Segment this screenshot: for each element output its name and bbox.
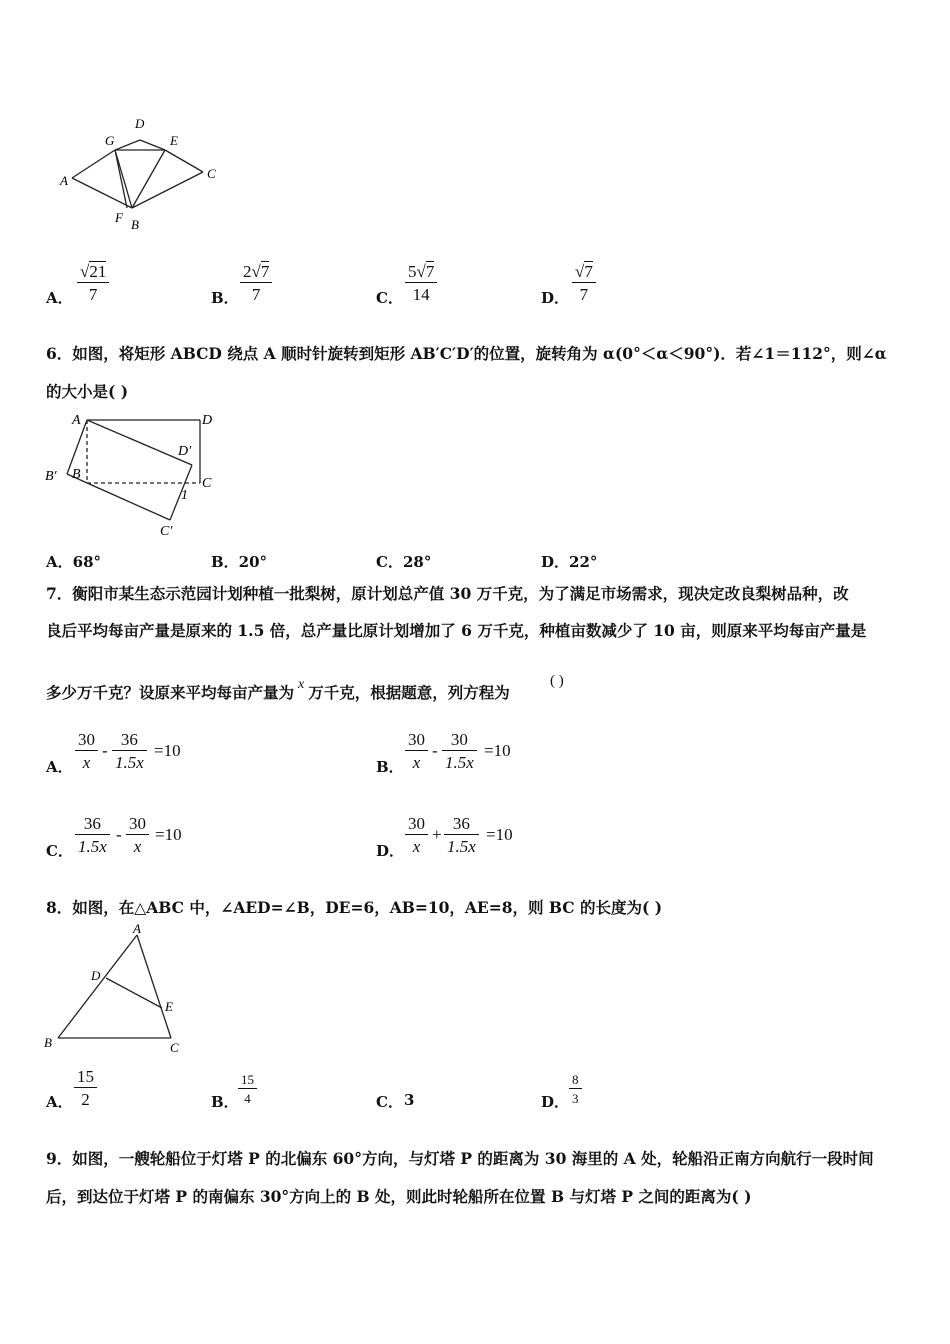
q7-d-n2: 36 (452, 814, 470, 833)
q6-label-B: B (72, 467, 81, 482)
q5-label-F: F (115, 210, 123, 225)
q5-d-den: 7 (572, 282, 596, 305)
q7-c-letter: C． (46, 842, 73, 860)
q7-c-d1: 1.5x (75, 834, 110, 857)
q8-d-fraction (569, 1072, 582, 1107)
q6-option-d[interactable]: D．22° (541, 553, 598, 571)
q7-stem-line3a: 多少万千克？设原来平均每亩产量为 (46, 683, 295, 702)
q7-stem-line3b: 万千克，根据题意，列方程为 (308, 683, 510, 702)
sqrt-icon: √ (251, 262, 261, 281)
q6-option-c[interactable]: C．28° (376, 553, 432, 571)
q5-a-den: 7 (77, 282, 109, 305)
q5-option-a-fraction (77, 262, 109, 305)
q7-a-letter: A． (46, 758, 73, 776)
q7-d-frac1 (405, 814, 428, 857)
q6-label-C: C (202, 476, 212, 491)
q8-c-value: 3 (404, 1091, 415, 1109)
q5-option-a-letter: A． (46, 289, 73, 307)
q8-c-letter: C． (376, 1093, 403, 1111)
q7-a-d2: 1.5x (112, 750, 147, 773)
q5-c-num: 7 (425, 262, 435, 281)
q7-b-n2: 30 (450, 730, 468, 749)
q5-option-b-letter: B． (211, 289, 239, 307)
q5-option-b-fraction (240, 262, 272, 305)
q7-a-rhs: =10 (154, 741, 181, 760)
q7-d-frac2 (444, 814, 479, 857)
q5-c-coef: 5 (408, 262, 417, 281)
q6-label-A: A (72, 413, 81, 428)
q8-a-den: 2 (74, 1087, 97, 1110)
q6-label-D-prime: D′ (178, 444, 192, 459)
q8-a-num: 15 (77, 1067, 94, 1086)
q5-option-d-letter: D． (541, 289, 570, 307)
q5-label-G: G (105, 133, 115, 148)
q6-stem-line2: 的大小是( ) (46, 382, 129, 401)
q5-b-coef: 2 (243, 262, 252, 281)
q7-variable-x: x (298, 677, 305, 692)
q8-a-fraction (74, 1067, 97, 1110)
q5-label-D: D (135, 116, 145, 131)
q9-stem-line1: 9．如图，一艘轮船位于灯塔 P 的北偏东 60°方向，与灯塔 P 的距离为 30 海里的 A 处，轮船沿正南方向航行一段时间 (46, 1149, 874, 1168)
q5-label-E: E (170, 133, 178, 148)
q5-label-C: C (207, 166, 216, 181)
q6-label-1: 1 (181, 488, 188, 503)
q7-a-frac1 (75, 730, 98, 773)
q5-c-den: 14 (405, 282, 437, 305)
q8-b-fraction (238, 1072, 257, 1107)
q8-label-C: C (170, 1040, 179, 1055)
q5-option-d-fraction (572, 262, 596, 305)
q8-stem: 8．如图，在△ABC 中，∠AED=∠B，DE=6，AB=10，AE=8，则 BC 的长度为( ) (46, 898, 663, 917)
q7-b-frac2 (442, 730, 477, 773)
q7-stem-line3 (46, 677, 510, 702)
q8-label-D: D (91, 968, 101, 983)
q7-c-op: - (116, 825, 122, 844)
q7-d-d1: x (405, 834, 428, 857)
q7-stem-line1: 7．衡阳市某生态示范园计划种植一批梨树，原计划总产值 30 万千克，为了满足市场需求，现决定改良梨树品种，改 (46, 584, 849, 603)
q7-c-n2: 30 (129, 814, 146, 833)
q6-label-B-prime: B′ (45, 469, 57, 484)
q7-c-d2: x (126, 834, 149, 857)
q7-d-n1: 30 (408, 814, 425, 833)
q5-b-num: 7 (260, 262, 270, 281)
q7-a-d1: x (75, 750, 98, 773)
q6-option-b[interactable]: B．20° (211, 553, 268, 571)
q7-b-d2: 1.5x (442, 750, 477, 773)
q7-c-frac2 (126, 814, 149, 857)
q8-d-letter: D． (541, 1093, 570, 1111)
q7-a-op: - (102, 741, 108, 760)
sqrt-icon: √ (575, 262, 585, 281)
q7-b-d1: x (405, 750, 428, 773)
q8-label-B: B (44, 1035, 52, 1050)
q7-a-n1: 30 (78, 730, 95, 749)
q5-label-B: B (131, 217, 139, 232)
q7-b-op: - (432, 741, 438, 760)
q9-stem-line2: 后，到达位于灯塔 P 的南偏东 30°方向上的 B 处，则此时轮船所在位置 B 与灯塔 P 之间的距离为( ) (46, 1187, 752, 1206)
q8-a-letter: A． (46, 1093, 73, 1111)
q7-b-n1: 30 (408, 730, 425, 749)
q6-figure (42, 408, 227, 543)
q7-answer-paren: ( ) (550, 673, 564, 689)
q7-a-n2: 36 (120, 730, 138, 749)
q7-a-frac2 (112, 730, 147, 773)
q8-label-A: A (133, 922, 141, 936)
sqrt-icon: √ (80, 262, 90, 281)
q5-figure (55, 112, 235, 237)
q5-label-A: A (60, 173, 68, 188)
q8-d-den: 3 (569, 1088, 582, 1107)
q7-b-frac1 (405, 730, 428, 773)
q7-b-rhs: =10 (484, 741, 511, 760)
q7-c-frac1 (75, 814, 110, 857)
q7-d-op: + (432, 825, 442, 844)
q5-b-den: 7 (240, 282, 272, 305)
q7-b-letter: B． (376, 758, 404, 776)
q8-label-E: E (165, 999, 173, 1014)
q6-label-D: D (202, 413, 213, 428)
q8-figure (40, 922, 190, 1057)
q7-c-n1: 36 (83, 814, 101, 833)
q6-label-C-prime: C′ (160, 524, 173, 539)
q5-a-num: 21 (89, 262, 107, 281)
q7-d-rhs: =10 (486, 825, 513, 844)
q5-d-num: 7 (584, 262, 593, 281)
q6-option-a[interactable]: A．68° (46, 553, 102, 571)
sqrt-icon: √ (416, 262, 426, 281)
q5-option-c-fraction (405, 262, 437, 305)
q6-stem-line1: 6．如图，将矩形 ABCD 绕点 A 顺时针旋转到矩形 AB′C′D′的位置，旋转角为 α(0°＜α＜90°)．若∠1＝112°，则∠α (46, 344, 887, 363)
q5-option-c-letter: C． (376, 289, 403, 307)
q7-stem-line2: 良后平均每亩产量是原来的 1.5 倍，总产量比原计划增加了 6 万千克，种植亩数减少了 10 亩，则原来平均每亩产量是 (46, 621, 867, 640)
q8-b-num: 15 (241, 1072, 254, 1087)
q8-b-den: 4 (238, 1088, 257, 1107)
q7-c-rhs: =10 (155, 825, 182, 844)
q8-d-num: 8 (572, 1072, 579, 1087)
q7-d-d2: 1.5x (444, 834, 479, 857)
q7-d-letter: D． (376, 842, 405, 860)
q8-b-letter: B． (211, 1093, 239, 1111)
